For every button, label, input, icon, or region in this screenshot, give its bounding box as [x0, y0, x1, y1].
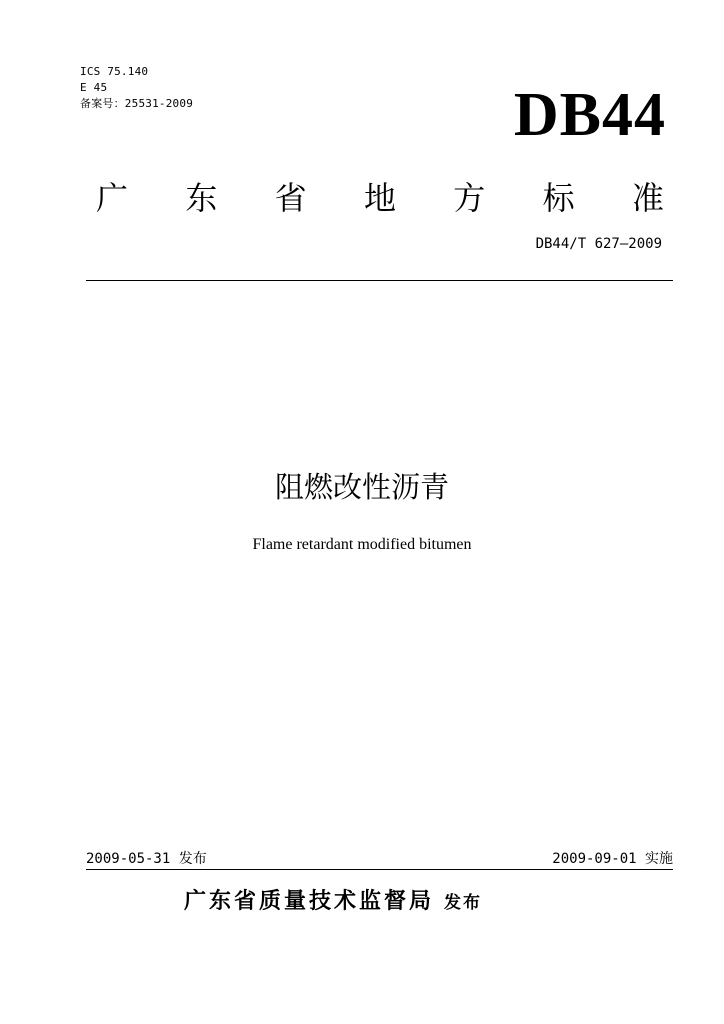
- classification-code: E 45: [80, 81, 108, 94]
- standard-type-char: 地: [363, 179, 396, 217]
- issuer-organization: 广东省质量技术监督局: [184, 889, 435, 914]
- date-row: [86, 849, 673, 869]
- publish-date: 2009-05-31 发布: [86, 851, 207, 867]
- implement-date: 2009-09-01 实施: [552, 851, 673, 867]
- standard-type-char: 省: [274, 179, 307, 217]
- bottom-divider: [86, 869, 673, 870]
- document-title-chinese: 阻燃改性沥青: [274, 470, 449, 504]
- standard-number: DB44/T 627—2009: [535, 236, 662, 252]
- issuer-line: [184, 884, 482, 915]
- ics-code: ICS 75.140: [80, 65, 149, 78]
- top-divider: [86, 280, 673, 281]
- standard-code-logo: DB44: [513, 81, 666, 149]
- standard-type-char: 广: [95, 179, 128, 217]
- standard-type-char: 东: [185, 179, 218, 217]
- standard-type-char: 方: [453, 179, 486, 217]
- standard-type-heading: [94, 176, 666, 220]
- standard-type-char: 准: [631, 179, 664, 217]
- issuer-verb: 发布: [444, 893, 483, 913]
- standard-type-char: 标: [542, 179, 575, 217]
- classification-block: [80, 64, 193, 112]
- document-title-english: Flame retardant modified bitumen: [252, 536, 472, 553]
- filing-number: 备案号：25531-2009: [80, 97, 194, 110]
